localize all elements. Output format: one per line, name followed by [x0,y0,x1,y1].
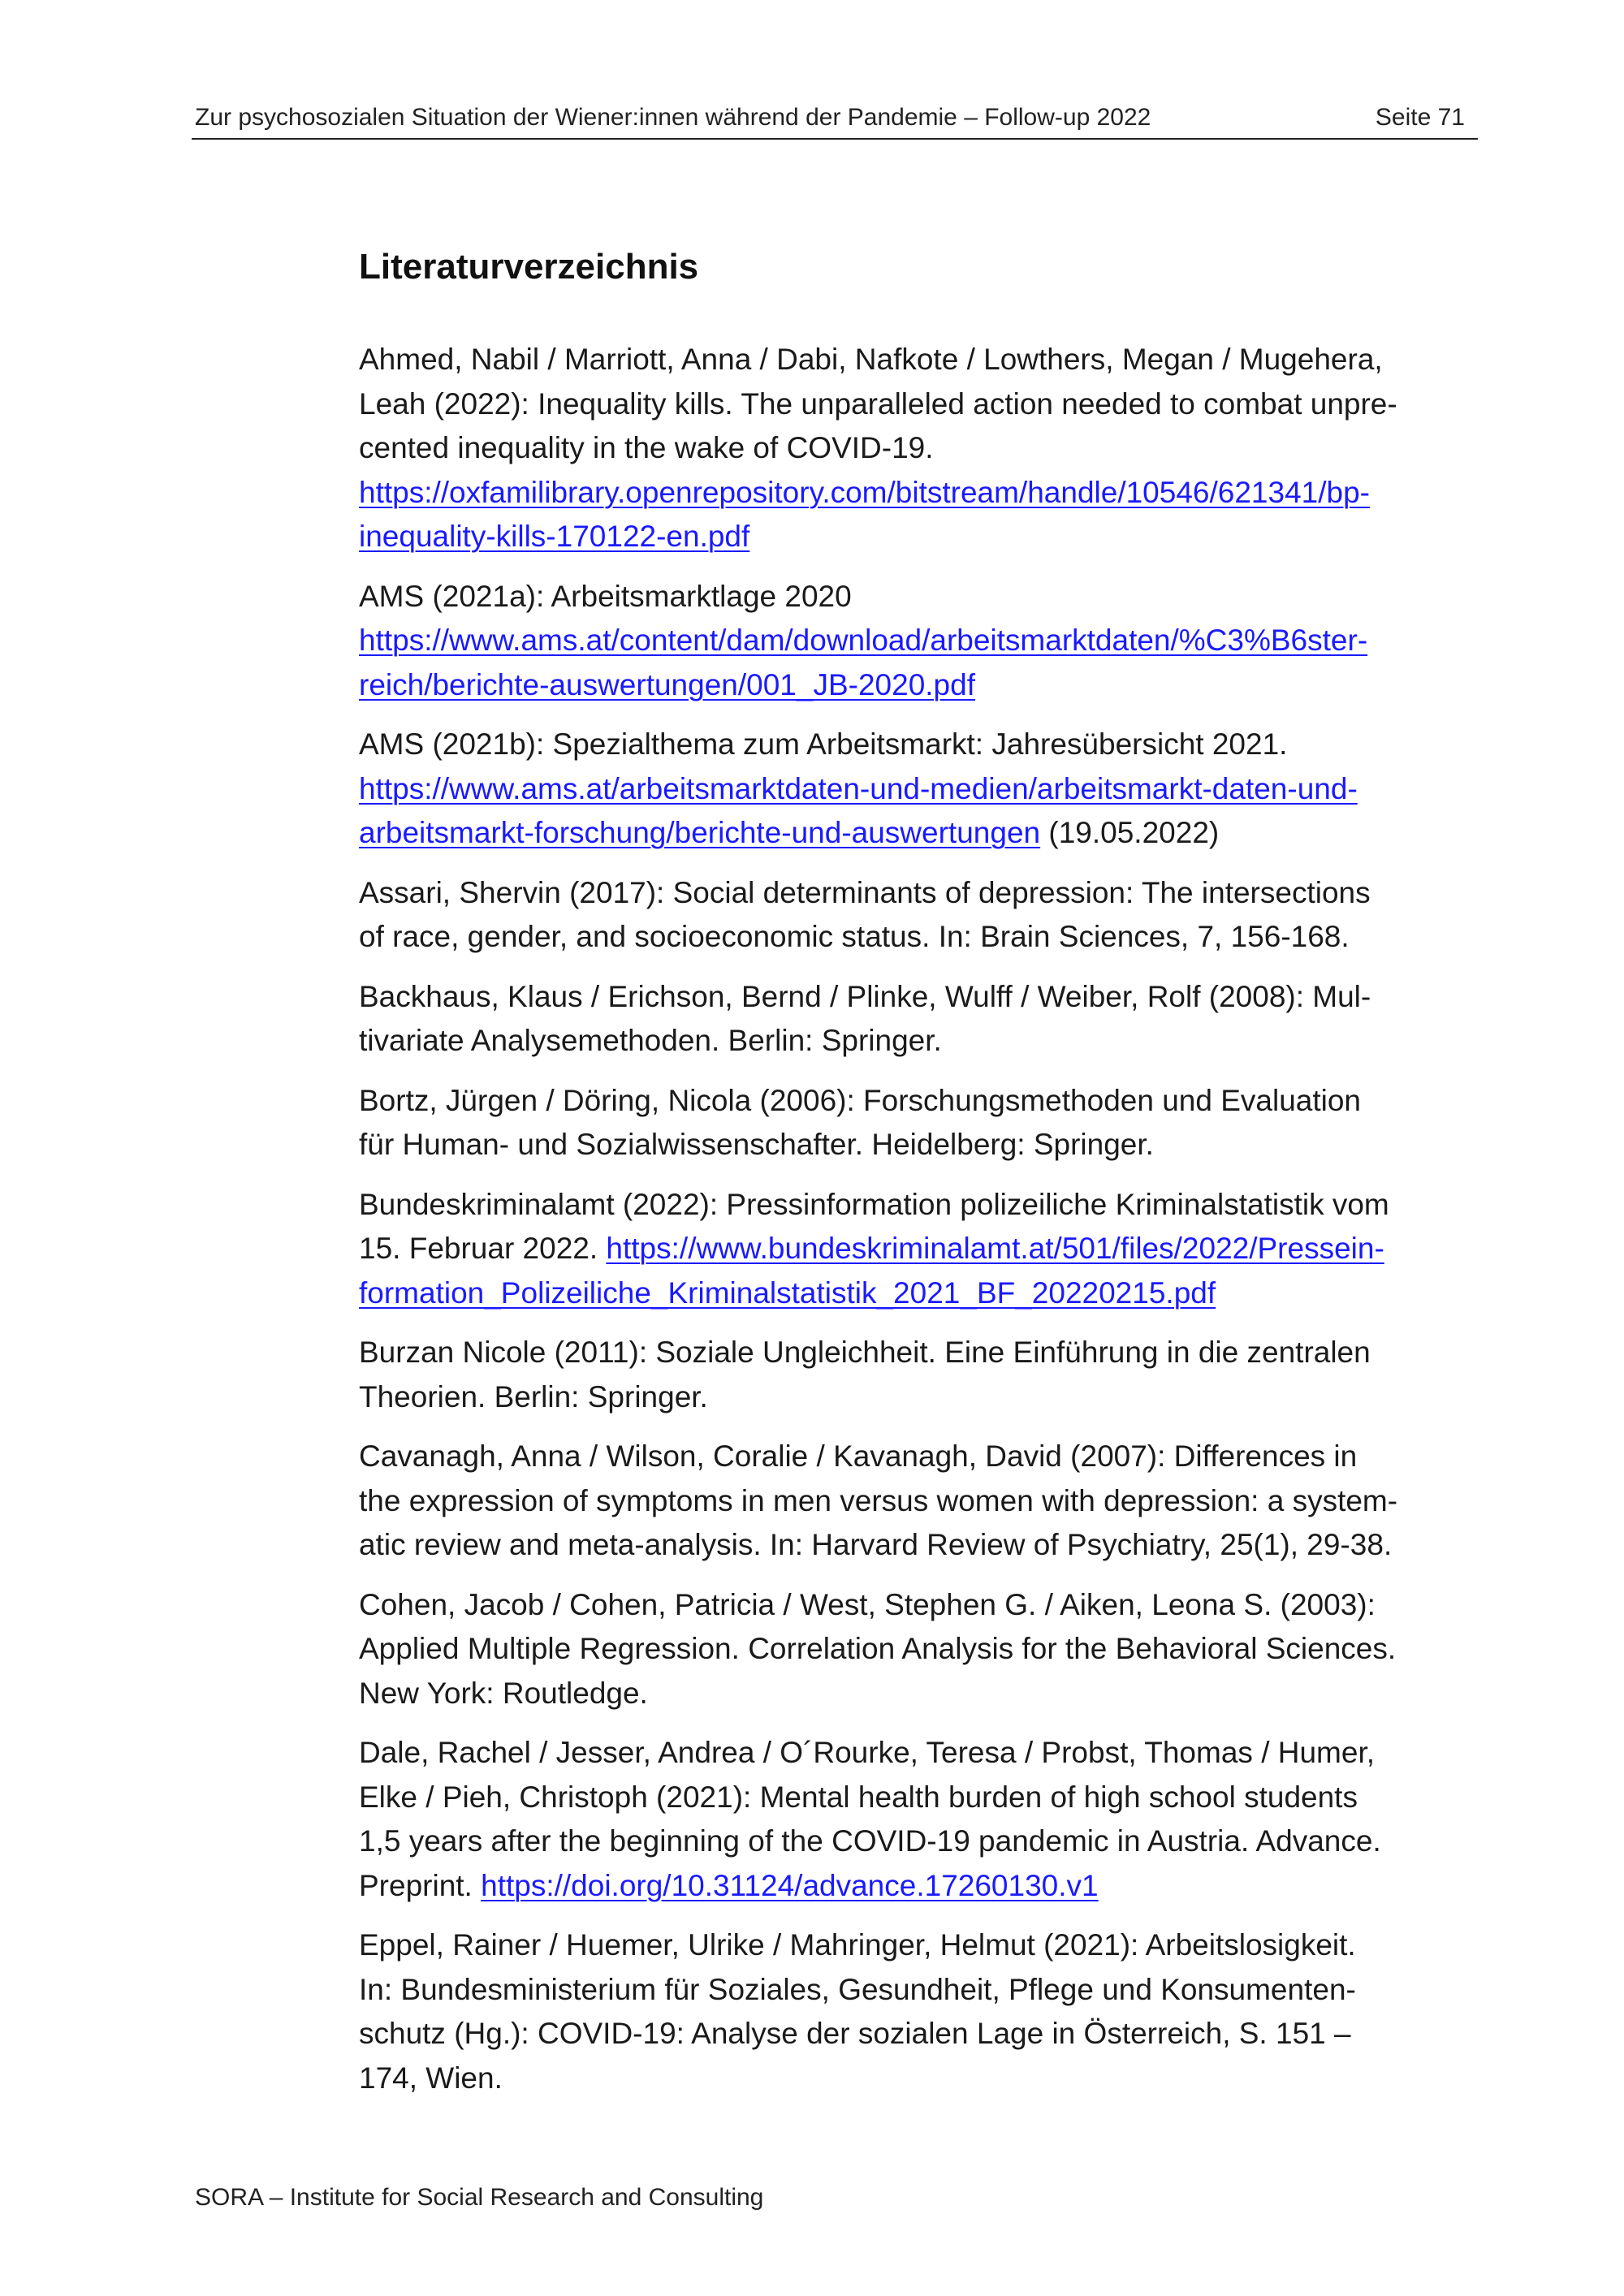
reference-line [359,1183,1478,1228]
reference-line [359,1331,1478,1375]
reference-text: (19.05.2022) [1040,816,1220,849]
reference-line [359,1968,1478,2013]
reference-line [359,811,1478,856]
reference-line [359,1375,1478,1420]
reference-text: für Human- und Sozialwissenschafter. Heidelberg: Springer. [359,1128,1154,1161]
reference-link[interactable]: https://www.ams.at/arbeitsmarktdaten-und-medien/arbeitsmarkt-daten-und- [359,771,1358,805]
reference-line [359,1523,1478,1568]
reference-line [359,1227,1478,1271]
reference-text: Ahmed, Nabil / Marriott, Anna / Dabi, Nafkote / Lowthers, Megan / Mugehera, [359,343,1383,376]
reference-line [359,382,1478,427]
reference-line [359,1627,1478,1672]
reference-link[interactable]: https://www.bundeskriminalamt.at/501/files/2022/Pressein- [606,1232,1384,1265]
reference-text: AMS (2021b): Spezialthema zum Arbeitsmarkt: Jahresübersicht 2021. [359,727,1288,761]
reference-text: Applied Multiple Regression. Correlation Analysis for the Behavioral Sciences. [359,1632,1397,1665]
reference-link[interactable]: reich/berichte-auswertungen/001_JB-2020.pdf [359,667,975,701]
reference-text: Bundeskriminalamt (2022): Pressinformation polizeiliche Kriminalstatistik vom [359,1187,1389,1221]
reference-text: tivariate Analysemethoden. Berlin: Springer. [359,1024,942,1057]
reference-line [359,471,1478,516]
reference-text: Assari, Shervin (2017): Social determinants of depression: The intersections [359,875,1371,909]
reference-text: Elke / Pieh, Christoph (2021): Mental health burden of high school students [359,1780,1358,1814]
reference-link[interactable]: inequality-kills-170122-en.pdf [359,520,750,553]
reference-line [359,426,1478,471]
reference-link[interactable]: https://doi.org/10.31124/advance.17260130.v1 [481,1868,1099,1902]
reference-line [359,619,1478,663]
reference-text: In: Bundesministerium für Soziales, Gesundheit, Pflege und Konsumenten- [359,1972,1356,2006]
reference-line [359,871,1478,916]
reference-line [359,723,1478,767]
reference-line [359,1923,1478,1968]
reference-text: New York: Routledge. [359,1676,648,1710]
reference-link[interactable]: https://www.ams.at/content/dam/download/arbeitsmarktdaten/%C3%B6ster- [359,624,1368,657]
reference-text: Theorien. Berlin: Springer. [359,1379,708,1413]
reference-line [359,338,1478,382]
reference-text: 1,5 years after the beginning of the COVID-19 pandemic in Austria. Advance. [359,1824,1381,1858]
reference-entry [359,871,1478,960]
reference-line [359,1864,1478,1909]
reference-line [359,1079,1478,1124]
reference-list [359,338,1478,2116]
reference-line [359,1731,1478,1776]
reference-line [359,1672,1478,1716]
reference-text: of race, gender, and socioeconomic status. In: Brain Sciences, 7, 156-168. [359,920,1350,953]
reference-entry [359,1183,1478,1316]
reference-text: Leah (2022): Inequality kills. The unparalleled action needed to combat unpre- [359,386,1397,421]
reference-line [359,2056,1478,2101]
reference-entry [359,575,1478,708]
reference-line [359,1583,1478,1628]
reference-text: Cohen, Jacob / Cohen, Patricia / West, Stephen G. / Aiken, Leona S. (2003): [359,1587,1376,1621]
reference-line [359,1123,1478,1167]
page-footer: SORA – Institute for Social Research and Consulting [195,2184,764,2211]
reference-line [359,1819,1478,1864]
reference-entry [359,338,1478,559]
reference-text: Bortz, Jürgen / Döring, Nicola (2006): Forschungsmethoden und Evaluation [359,1083,1362,1117]
reference-entry [359,1923,1478,2100]
reference-line [359,1435,1478,1479]
reference-entry [359,723,1478,856]
reference-text: Backhaus, Klaus / Erichson, Bernd / Plinke, Wulff / Weiber, Rolf (2008): Mul- [359,979,1371,1013]
reference-line [359,915,1478,960]
reference-text: 174, Wien. [359,2061,503,2095]
reference-line [359,1479,1478,1524]
reference-text: the expression of symptoms in men versus women with depression: a system- [359,1483,1398,1517]
reference-line [359,575,1478,619]
reference-text: Eppel, Rainer / Huemer, Ulrike / Mahringer, Helmut (2021): Arbeitslosigkeit. [359,1928,1356,1962]
reference-entry [359,1435,1478,1568]
reference-link[interactable]: formation_Polizeiliche_Kriminalstatistik_2021_BF_20220215.pdf [359,1275,1216,1310]
section-heading: Literaturverzeichnis [359,247,699,287]
reference-entry [359,975,1478,1064]
reference-text: Cavanagh, Anna / Wilson, Coralie / Kavanagh, David (2007): Differences in [359,1439,1358,1473]
reference-text: cented inequality in the wake of COVID-19. [359,431,934,464]
page-header [192,104,1478,140]
reference-text: Dale, Rachel / Jesser, Andrea / O´Rourke, Teresa / Probst, Thomas / Humer, [359,1736,1376,1769]
reference-line [359,515,1478,559]
reference-line [359,767,1478,812]
reference-text: atic review and meta-analysis. In: Harvard Review of Psychiatry, 25(1), 29-38. [359,1528,1393,1561]
reference-text: 15. Februar 2022. [359,1232,607,1265]
reference-line [359,2012,1478,2056]
header-title: Zur psychosozialen Situation der Wiener:innen während der Pandemie – Follow-up 2022 [195,104,1151,131]
reference-link[interactable]: https://oxfamilibrary.openrepository.com/bitstream/handle/10546/621341/bp- [359,475,1370,509]
reference-text: Burzan Nicole (2011): Soziale Ungleichheit. Eine Einführung in die zentralen [359,1336,1371,1369]
reference-line [359,1019,1478,1064]
reference-text: AMS (2021a): Arbeitsmarktlage 2020 [359,579,852,613]
reference-line [359,1776,1478,1820]
reference-link[interactable]: arbeitsmarkt-forschung/berichte-und-auswertungen [359,816,1041,849]
reference-entry [359,1331,1478,1419]
reference-line [359,1271,1478,1316]
page-number: Seite 71 [1375,104,1465,131]
reference-entry [359,1583,1478,1716]
reference-entry [359,1731,1478,1908]
reference-text: Preprint. [359,1868,482,1902]
reference-entry [359,1079,1478,1167]
reference-text: schutz (Hg.): COVID-19: Analyse der sozialen Lage in Österreich, S. 151 – [359,2017,1351,2050]
reference-line [359,663,1478,708]
reference-line [359,975,1478,1020]
